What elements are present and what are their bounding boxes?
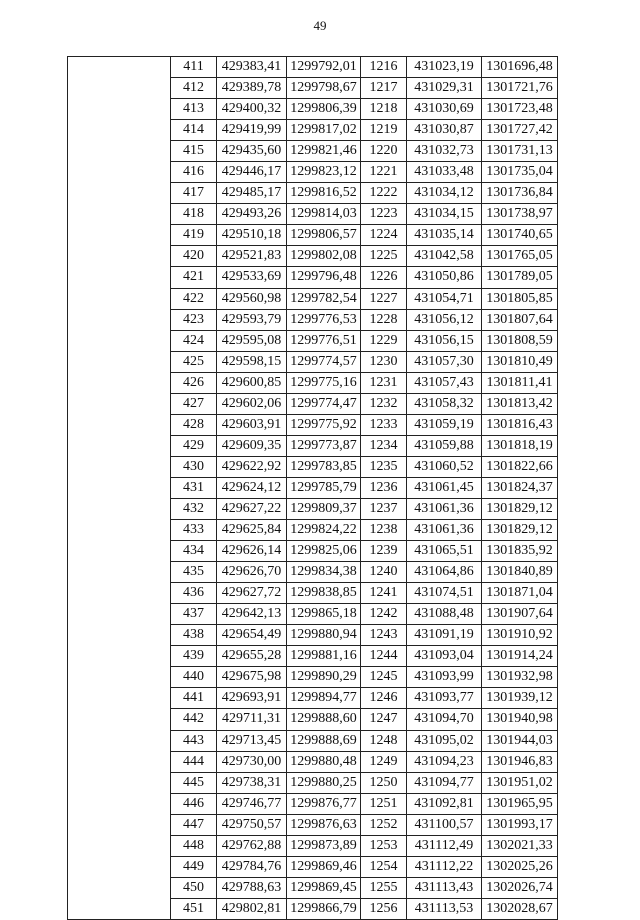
point-number-b-cell: 1235 bbox=[361, 456, 407, 477]
y-coordinate-a-cell: 1299825,06 bbox=[287, 541, 361, 562]
point-number-b-cell: 1228 bbox=[361, 309, 407, 330]
x-coordinate-a-cell: 429493,26 bbox=[217, 204, 287, 225]
x-coordinate-b-cell: 431094,70 bbox=[407, 709, 482, 730]
point-number-b-cell: 1226 bbox=[361, 267, 407, 288]
point-number-a-cell: 412 bbox=[171, 78, 217, 99]
x-coordinate-b-cell: 431094,77 bbox=[407, 772, 482, 793]
y-coordinate-a-cell: 1299880,48 bbox=[287, 751, 361, 772]
y-coordinate-a-cell: 1299890,29 bbox=[287, 667, 361, 688]
y-coordinate-b-cell: 1301696,48 bbox=[482, 57, 558, 78]
x-coordinate-a-cell: 429654,49 bbox=[217, 625, 287, 646]
x-coordinate-b-cell: 431092,81 bbox=[407, 793, 482, 814]
point-number-a-cell: 451 bbox=[171, 898, 217, 919]
y-coordinate-a-cell: 1299776,53 bbox=[287, 309, 361, 330]
x-coordinate-b-cell: 431091,19 bbox=[407, 625, 482, 646]
point-number-b-cell: 1223 bbox=[361, 204, 407, 225]
y-coordinate-b-cell: 1301811,41 bbox=[482, 372, 558, 393]
y-coordinate-a-cell: 1299773,87 bbox=[287, 435, 361, 456]
point-number-b-cell: 1218 bbox=[361, 99, 407, 120]
y-coordinate-a-cell: 1299816,52 bbox=[287, 183, 361, 204]
point-number-a-cell: 447 bbox=[171, 814, 217, 835]
point-number-a-cell: 424 bbox=[171, 330, 217, 351]
y-coordinate-a-cell: 1299888,60 bbox=[287, 709, 361, 730]
point-number-a-cell: 418 bbox=[171, 204, 217, 225]
y-coordinate-b-cell: 1301765,05 bbox=[482, 246, 558, 267]
y-coordinate-a-cell: 1299806,39 bbox=[287, 99, 361, 120]
y-coordinate-b-cell: 1301736,84 bbox=[482, 183, 558, 204]
point-number-b-cell: 1254 bbox=[361, 856, 407, 877]
y-coordinate-b-cell: 1301721,76 bbox=[482, 78, 558, 99]
y-coordinate-a-cell: 1299817,02 bbox=[287, 120, 361, 141]
x-coordinate-a-cell: 429784,76 bbox=[217, 856, 287, 877]
y-coordinate-b-cell: 1302025,26 bbox=[482, 856, 558, 877]
x-coordinate-a-cell: 429485,17 bbox=[217, 183, 287, 204]
x-coordinate-b-cell: 431093,04 bbox=[407, 646, 482, 667]
point-number-b-cell: 1216 bbox=[361, 57, 407, 78]
y-coordinate-a-cell: 1299775,16 bbox=[287, 372, 361, 393]
x-coordinate-a-cell: 429762,88 bbox=[217, 835, 287, 856]
y-coordinate-a-cell: 1299824,22 bbox=[287, 520, 361, 541]
x-coordinate-b-cell: 431029,31 bbox=[407, 78, 482, 99]
point-number-b-cell: 1237 bbox=[361, 498, 407, 519]
x-coordinate-a-cell: 429750,57 bbox=[217, 814, 287, 835]
y-coordinate-b-cell: 1301824,37 bbox=[482, 477, 558, 498]
x-coordinate-a-cell: 429446,17 bbox=[217, 162, 287, 183]
x-coordinate-a-cell: 429746,77 bbox=[217, 793, 287, 814]
point-number-a-cell: 419 bbox=[171, 225, 217, 246]
x-coordinate-a-cell: 429560,98 bbox=[217, 288, 287, 309]
y-coordinate-a-cell: 1299806,57 bbox=[287, 225, 361, 246]
x-coordinate-b-cell: 431065,51 bbox=[407, 541, 482, 562]
point-number-b-cell: 1256 bbox=[361, 898, 407, 919]
point-number-a-cell: 420 bbox=[171, 246, 217, 267]
x-coordinate-b-cell: 431033,48 bbox=[407, 162, 482, 183]
x-coordinate-a-cell: 429788,63 bbox=[217, 877, 287, 898]
y-coordinate-a-cell: 1299814,03 bbox=[287, 204, 361, 225]
x-coordinate-b-cell: 431094,23 bbox=[407, 751, 482, 772]
point-number-a-cell: 426 bbox=[171, 372, 217, 393]
y-coordinate-a-cell: 1299821,46 bbox=[287, 141, 361, 162]
point-number-b-cell: 1238 bbox=[361, 520, 407, 541]
point-number-a-cell: 427 bbox=[171, 393, 217, 414]
x-coordinate-b-cell: 431030,69 bbox=[407, 99, 482, 120]
y-coordinate-a-cell: 1299865,18 bbox=[287, 604, 361, 625]
x-coordinate-b-cell: 431059,19 bbox=[407, 414, 482, 435]
x-coordinate-b-cell: 431058,32 bbox=[407, 393, 482, 414]
y-coordinate-a-cell: 1299774,47 bbox=[287, 393, 361, 414]
point-number-b-cell: 1229 bbox=[361, 330, 407, 351]
point-number-b-cell: 1240 bbox=[361, 562, 407, 583]
point-number-b-cell: 1231 bbox=[361, 372, 407, 393]
y-coordinate-a-cell: 1299834,38 bbox=[287, 562, 361, 583]
x-coordinate-a-cell: 429533,69 bbox=[217, 267, 287, 288]
page-number: 49 bbox=[313, 18, 327, 33]
x-coordinate-b-cell: 431042,58 bbox=[407, 246, 482, 267]
y-coordinate-a-cell: 1299798,67 bbox=[287, 78, 361, 99]
y-coordinate-a-cell: 1299802,08 bbox=[287, 246, 361, 267]
y-coordinate-b-cell: 1301818,19 bbox=[482, 435, 558, 456]
y-coordinate-b-cell: 1301805,85 bbox=[482, 288, 558, 309]
x-coordinate-b-cell: 431061,45 bbox=[407, 477, 482, 498]
y-coordinate-b-cell: 1301932,98 bbox=[482, 667, 558, 688]
y-coordinate-a-cell: 1299776,51 bbox=[287, 330, 361, 351]
x-coordinate-a-cell: 429602,06 bbox=[217, 393, 287, 414]
point-number-b-cell: 1225 bbox=[361, 246, 407, 267]
point-number-a-cell: 450 bbox=[171, 877, 217, 898]
x-coordinate-b-cell: 431064,86 bbox=[407, 562, 482, 583]
blank-name-column bbox=[68, 57, 171, 920]
point-number-b-cell: 1246 bbox=[361, 688, 407, 709]
x-coordinate-a-cell: 429625,84 bbox=[217, 520, 287, 541]
x-coordinate-a-cell: 429389,78 bbox=[217, 78, 287, 99]
y-coordinate-a-cell: 1299866,79 bbox=[287, 898, 361, 919]
point-number-b-cell: 1234 bbox=[361, 435, 407, 456]
y-coordinate-a-cell: 1299775,92 bbox=[287, 414, 361, 435]
point-number-b-cell: 1232 bbox=[361, 393, 407, 414]
point-number-b-cell: 1244 bbox=[361, 646, 407, 667]
point-number-b-cell: 1243 bbox=[361, 625, 407, 646]
y-coordinate-a-cell: 1299809,37 bbox=[287, 498, 361, 519]
x-coordinate-b-cell: 431088,48 bbox=[407, 604, 482, 625]
x-coordinate-a-cell: 429609,35 bbox=[217, 435, 287, 456]
point-number-a-cell: 434 bbox=[171, 541, 217, 562]
point-number-a-cell: 435 bbox=[171, 562, 217, 583]
y-coordinate-b-cell: 1301813,42 bbox=[482, 393, 558, 414]
point-number-a-cell: 411 bbox=[171, 57, 217, 78]
x-coordinate-a-cell: 429600,85 bbox=[217, 372, 287, 393]
point-number-b-cell: 1227 bbox=[361, 288, 407, 309]
y-coordinate-b-cell: 1301840,89 bbox=[482, 562, 558, 583]
x-coordinate-a-cell: 429802,81 bbox=[217, 898, 287, 919]
x-coordinate-b-cell: 431074,51 bbox=[407, 583, 482, 604]
y-coordinate-b-cell: 1301829,12 bbox=[482, 498, 558, 519]
x-coordinate-b-cell: 431113,53 bbox=[407, 898, 482, 919]
x-coordinate-a-cell: 429400,32 bbox=[217, 99, 287, 120]
x-coordinate-a-cell: 429738,31 bbox=[217, 772, 287, 793]
y-coordinate-b-cell: 1301829,12 bbox=[482, 520, 558, 541]
x-coordinate-a-cell: 429730,00 bbox=[217, 751, 287, 772]
y-coordinate-b-cell: 1301807,64 bbox=[482, 309, 558, 330]
y-coordinate-a-cell: 1299774,57 bbox=[287, 351, 361, 372]
x-coordinate-b-cell: 431100,57 bbox=[407, 814, 482, 835]
point-number-b-cell: 1239 bbox=[361, 541, 407, 562]
y-coordinate-a-cell: 1299873,89 bbox=[287, 835, 361, 856]
x-coordinate-b-cell: 431054,71 bbox=[407, 288, 482, 309]
y-coordinate-b-cell: 1301727,42 bbox=[482, 120, 558, 141]
point-number-a-cell: 432 bbox=[171, 498, 217, 519]
y-coordinate-a-cell: 1299792,01 bbox=[287, 57, 361, 78]
x-coordinate-a-cell: 429624,12 bbox=[217, 477, 287, 498]
y-coordinate-a-cell: 1299823,12 bbox=[287, 162, 361, 183]
point-number-a-cell: 417 bbox=[171, 183, 217, 204]
x-coordinate-b-cell: 431023,19 bbox=[407, 57, 482, 78]
point-number-a-cell: 441 bbox=[171, 688, 217, 709]
point-number-a-cell: 445 bbox=[171, 772, 217, 793]
x-coordinate-a-cell: 429622,92 bbox=[217, 456, 287, 477]
y-coordinate-b-cell: 1301835,92 bbox=[482, 541, 558, 562]
x-coordinate-a-cell: 429626,70 bbox=[217, 562, 287, 583]
point-number-b-cell: 1250 bbox=[361, 772, 407, 793]
y-coordinate-a-cell: 1299880,94 bbox=[287, 625, 361, 646]
x-coordinate-b-cell: 431057,43 bbox=[407, 372, 482, 393]
point-number-b-cell: 1236 bbox=[361, 477, 407, 498]
x-coordinate-a-cell: 429713,45 bbox=[217, 730, 287, 751]
x-coordinate-b-cell: 431113,43 bbox=[407, 877, 482, 898]
y-coordinate-b-cell: 1301816,43 bbox=[482, 414, 558, 435]
x-coordinate-a-cell: 429655,28 bbox=[217, 646, 287, 667]
x-coordinate-b-cell: 431060,52 bbox=[407, 456, 482, 477]
y-coordinate-b-cell: 1301740,65 bbox=[482, 225, 558, 246]
x-coordinate-b-cell: 431032,73 bbox=[407, 141, 482, 162]
point-number-b-cell: 1248 bbox=[361, 730, 407, 751]
y-coordinate-b-cell: 1301808,59 bbox=[482, 330, 558, 351]
point-number-a-cell: 438 bbox=[171, 625, 217, 646]
y-coordinate-a-cell: 1299881,16 bbox=[287, 646, 361, 667]
point-number-a-cell: 448 bbox=[171, 835, 217, 856]
x-coordinate-b-cell: 431059,88 bbox=[407, 435, 482, 456]
point-number-a-cell: 428 bbox=[171, 414, 217, 435]
x-coordinate-b-cell: 431093,99 bbox=[407, 667, 482, 688]
x-coordinate-a-cell: 429642,13 bbox=[217, 604, 287, 625]
point-number-a-cell: 439 bbox=[171, 646, 217, 667]
x-coordinate-b-cell: 431030,87 bbox=[407, 120, 482, 141]
x-coordinate-a-cell: 429435,60 bbox=[217, 141, 287, 162]
point-number-a-cell: 430 bbox=[171, 456, 217, 477]
point-number-a-cell: 446 bbox=[171, 793, 217, 814]
point-number-b-cell: 1253 bbox=[361, 835, 407, 856]
y-coordinate-a-cell: 1299796,48 bbox=[287, 267, 361, 288]
y-coordinate-b-cell: 1301822,66 bbox=[482, 456, 558, 477]
point-number-a-cell: 429 bbox=[171, 435, 217, 456]
x-coordinate-b-cell: 431050,86 bbox=[407, 267, 482, 288]
y-coordinate-b-cell: 1301914,24 bbox=[482, 646, 558, 667]
x-coordinate-a-cell: 429711,31 bbox=[217, 709, 287, 730]
x-coordinate-b-cell: 431095,02 bbox=[407, 730, 482, 751]
y-coordinate-b-cell: 1301944,03 bbox=[482, 730, 558, 751]
point-number-b-cell: 1252 bbox=[361, 814, 407, 835]
point-number-b-cell: 1245 bbox=[361, 667, 407, 688]
point-number-a-cell: 440 bbox=[171, 667, 217, 688]
x-coordinate-b-cell: 431061,36 bbox=[407, 520, 482, 541]
x-coordinate-a-cell: 429627,72 bbox=[217, 583, 287, 604]
point-number-a-cell: 444 bbox=[171, 751, 217, 772]
y-coordinate-b-cell: 1301965,95 bbox=[482, 793, 558, 814]
y-coordinate-b-cell: 1301738,97 bbox=[482, 204, 558, 225]
point-number-b-cell: 1242 bbox=[361, 604, 407, 625]
y-coordinate-b-cell: 1301789,05 bbox=[482, 267, 558, 288]
x-coordinate-a-cell: 429675,98 bbox=[217, 667, 287, 688]
y-coordinate-a-cell: 1299782,54 bbox=[287, 288, 361, 309]
point-number-b-cell: 1241 bbox=[361, 583, 407, 604]
x-coordinate-b-cell: 431056,12 bbox=[407, 309, 482, 330]
y-coordinate-a-cell: 1299888,69 bbox=[287, 730, 361, 751]
point-number-b-cell: 1219 bbox=[361, 120, 407, 141]
point-number-a-cell: 422 bbox=[171, 288, 217, 309]
x-coordinate-b-cell: 431112,22 bbox=[407, 856, 482, 877]
point-number-a-cell: 436 bbox=[171, 583, 217, 604]
x-coordinate-a-cell: 429521,83 bbox=[217, 246, 287, 267]
x-coordinate-a-cell: 429510,18 bbox=[217, 225, 287, 246]
point-number-b-cell: 1224 bbox=[361, 225, 407, 246]
x-coordinate-b-cell: 431093,77 bbox=[407, 688, 482, 709]
x-coordinate-b-cell: 431035,14 bbox=[407, 225, 482, 246]
x-coordinate-b-cell: 431112,49 bbox=[407, 835, 482, 856]
x-coordinate-b-cell: 431057,30 bbox=[407, 351, 482, 372]
point-number-a-cell: 425 bbox=[171, 351, 217, 372]
x-coordinate-a-cell: 429419,99 bbox=[217, 120, 287, 141]
point-number-a-cell: 416 bbox=[171, 162, 217, 183]
y-coordinate-a-cell: 1299783,85 bbox=[287, 456, 361, 477]
point-number-a-cell: 443 bbox=[171, 730, 217, 751]
x-coordinate-a-cell: 429595,08 bbox=[217, 330, 287, 351]
point-number-b-cell: 1247 bbox=[361, 709, 407, 730]
point-number-a-cell: 413 bbox=[171, 99, 217, 120]
point-number-b-cell: 1233 bbox=[361, 414, 407, 435]
x-coordinate-a-cell: 429603,91 bbox=[217, 414, 287, 435]
point-number-b-cell: 1249 bbox=[361, 751, 407, 772]
y-coordinate-a-cell: 1299838,85 bbox=[287, 583, 361, 604]
y-coordinate-b-cell: 1301993,17 bbox=[482, 814, 558, 835]
point-number-a-cell: 415 bbox=[171, 141, 217, 162]
x-coordinate-a-cell: 429627,22 bbox=[217, 498, 287, 519]
y-coordinate-b-cell: 1301871,04 bbox=[482, 583, 558, 604]
point-number-a-cell: 449 bbox=[171, 856, 217, 877]
y-coordinate-b-cell: 1301910,92 bbox=[482, 625, 558, 646]
point-number-b-cell: 1220 bbox=[361, 141, 407, 162]
x-coordinate-a-cell: 429593,79 bbox=[217, 309, 287, 330]
x-coordinate-b-cell: 431034,12 bbox=[407, 183, 482, 204]
x-coordinate-a-cell: 429693,91 bbox=[217, 688, 287, 709]
y-coordinate-b-cell: 1301946,83 bbox=[482, 751, 558, 772]
y-coordinate-b-cell: 1301723,48 bbox=[482, 99, 558, 120]
coordinates-table bbox=[67, 56, 558, 920]
coordinates-table-body bbox=[68, 57, 558, 920]
y-coordinate-b-cell: 1301951,02 bbox=[482, 772, 558, 793]
y-coordinate-b-cell: 1301731,13 bbox=[482, 141, 558, 162]
x-coordinate-a-cell: 429626,14 bbox=[217, 541, 287, 562]
y-coordinate-a-cell: 1299894,77 bbox=[287, 688, 361, 709]
y-coordinate-a-cell: 1299869,45 bbox=[287, 877, 361, 898]
point-number-a-cell: 431 bbox=[171, 477, 217, 498]
y-coordinate-a-cell: 1299876,77 bbox=[287, 793, 361, 814]
point-number-b-cell: 1255 bbox=[361, 877, 407, 898]
x-coordinate-a-cell: 429383,41 bbox=[217, 57, 287, 78]
point-number-b-cell: 1221 bbox=[361, 162, 407, 183]
x-coordinate-b-cell: 431034,15 bbox=[407, 204, 482, 225]
y-coordinate-b-cell: 1302026,74 bbox=[482, 877, 558, 898]
y-coordinate-b-cell: 1301939,12 bbox=[482, 688, 558, 709]
point-number-a-cell: 442 bbox=[171, 709, 217, 730]
y-coordinate-a-cell: 1299869,46 bbox=[287, 856, 361, 877]
point-number-b-cell: 1251 bbox=[361, 793, 407, 814]
point-number-b-cell: 1230 bbox=[361, 351, 407, 372]
point-number-a-cell: 414 bbox=[171, 120, 217, 141]
point-number-a-cell: 423 bbox=[171, 309, 217, 330]
y-coordinate-b-cell: 1301907,64 bbox=[482, 604, 558, 625]
y-coordinate-a-cell: 1299880,25 bbox=[287, 772, 361, 793]
y-coordinate-b-cell: 1301810,49 bbox=[482, 351, 558, 372]
point-number-a-cell: 433 bbox=[171, 520, 217, 541]
y-coordinate-b-cell: 1301735,04 bbox=[482, 162, 558, 183]
point-number-b-cell: 1222 bbox=[361, 183, 407, 204]
y-coordinate-b-cell: 1302021,33 bbox=[482, 835, 558, 856]
y-coordinate-a-cell: 1299876,63 bbox=[287, 814, 361, 835]
y-coordinate-b-cell: 1302028,67 bbox=[482, 898, 558, 919]
table-row bbox=[68, 57, 558, 78]
y-coordinate-a-cell: 1299785,79 bbox=[287, 477, 361, 498]
x-coordinate-b-cell: 431061,36 bbox=[407, 498, 482, 519]
point-number-a-cell: 421 bbox=[171, 267, 217, 288]
y-coordinate-b-cell: 1301940,98 bbox=[482, 709, 558, 730]
point-number-b-cell: 1217 bbox=[361, 78, 407, 99]
x-coordinate-a-cell: 429598,15 bbox=[217, 351, 287, 372]
x-coordinate-b-cell: 431056,15 bbox=[407, 330, 482, 351]
point-number-a-cell: 437 bbox=[171, 604, 217, 625]
